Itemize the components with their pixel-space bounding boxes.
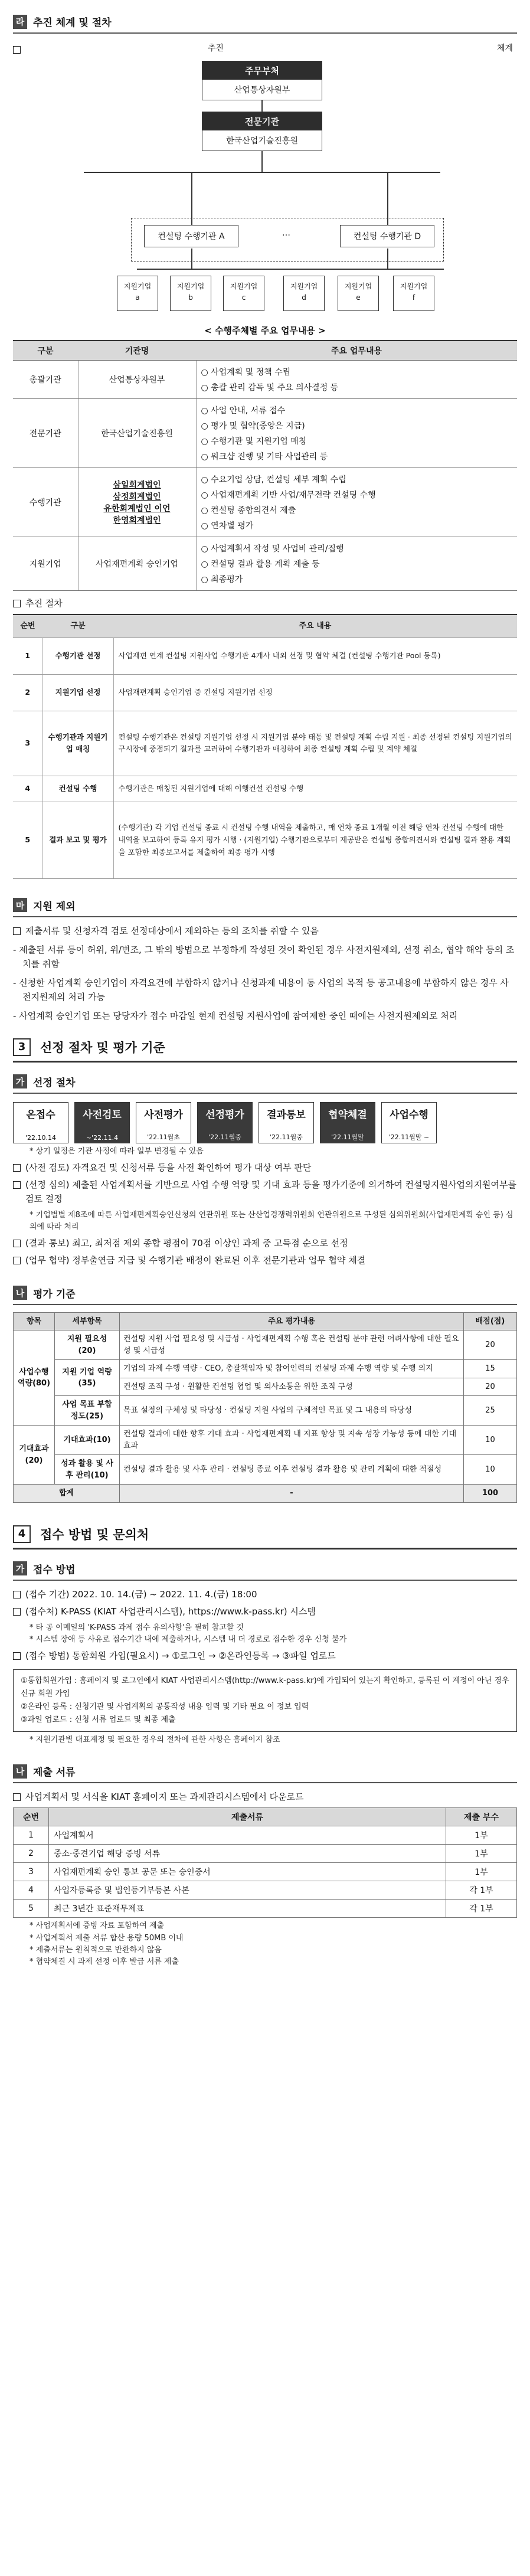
selection-flow xyxy=(13,1102,517,1143)
company-box-a: 지원기업 a xyxy=(117,276,158,311)
application-info-box: ①통합회원가입 : 홈페이지 및 로그인에서 KIAT 사업관리시스템(http://www.k-pass.kr)에 가입되어 있는지 확인하고, 등록된 이 계정이 아닌 경우 신규 회원 가입 ②온라인 등록 : 신청기관 및 사업계획의 공통작성 내용 입력 및 기타 필요 이 정보 입력 ③파일 업로드 : 신청 서류 업로드 및 최종 제출 xyxy=(13,1669,517,1732)
company-box-f: 지원기업 f xyxy=(393,276,434,311)
table-header: 기관명 xyxy=(78,341,196,361)
agency-head: 전문기관 xyxy=(202,112,322,130)
chapter-title: 선정 절차 및 평가 기준 xyxy=(40,1040,165,1055)
table-row: 1 사업계획서 1부 xyxy=(14,1826,517,1845)
connector xyxy=(387,172,388,225)
table-row: 전문기관 한국산업기술진흥원 ○ 사업 안내, 서류 접수 ○ 평가 및 협약(중앙은 지급) ○ 수행기관 및 지원기업 매칭 ○ 워크샵 진행 및 기타 사업관리 등 xyxy=(13,399,517,468)
table-row: 사업수행역량(80) 지원 필요성(20) 컨설팅 지원 사업 필요성 및 시급성 · 사업재편계획 수행 혹은 컨설팅 분야 관련 어려사항에 대한 필요성 및 시급성 20 xyxy=(14,1331,517,1360)
section-title: 지원 제외 xyxy=(33,900,76,913)
flow-step: 사업수행 '22.11월말 ~ xyxy=(381,1102,437,1143)
connector xyxy=(137,269,444,270)
documents-lead: 사업계획서 및 서식을 KIAT 홈페이지 또는 과제관리시스템에서 다운로드 xyxy=(13,1790,517,1804)
org-ellipsis: … xyxy=(282,228,290,238)
procedure-note: * 기업별별 제8조에 따른 사업재편계획승인신청의 연관위원 또는 산산업경쟁력위원회 연관위원으로 구성된 심의위원회(사업재편계획 승인 등) 심의에 따라 처리 xyxy=(30,1210,513,1231)
application-channel: (접수처) K-PASS (KIAT 사업관리시스템), https://www.k-pass.kr) 시스템 xyxy=(13,1605,517,1619)
chapter-header-selection xyxy=(13,1034,517,1063)
chapter-number: 4 xyxy=(13,1525,31,1543)
roles-table xyxy=(13,340,517,591)
section-tag: 라 xyxy=(13,15,27,29)
table-row: 총괄기관 산업통상자원부 ○ 사업계획 및 정책 수립 ○ 총괄 관리 감독 및 주요 의사결정 등 xyxy=(13,361,517,399)
table-row: 4 컨설팅 수행 수행기관은 매칭된 지원기업에 대해 이행컨설 컨설팅 수행 xyxy=(13,776,517,802)
application-period: (접수 기간) 2022. 10. 14.(금) ~ 2022. 11. 4.(금) 18:00 xyxy=(13,1588,517,1601)
table-row: 사업 목표 부합 정도(25) 목표 설정의 구체성 및 타당성 · 컨설팅 지원 사업의 구체적인 목표 및 그 내용의 타당성 25 xyxy=(14,1396,517,1426)
total-row: 합계 - 100 xyxy=(14,1485,517,1503)
evaluation-table: 항목 세부항목 주요 평가내용 배점(점) 사업수행역량(80) 지원 필요성(20) 컨설팅 지원 사업 필요성 및 시급성 · 사업재편계획 수행 혹은 컨설팅 분야 관련 어려사항에 대한 필요성 및 시급성 20 지원 기업 역량(35) 기업의 과제 수행 역량 · CEO, 총괄책임자 및 참여인력의 컨설팅 과제 수행 역량 및 수행 의지 15 컨설팅 조직 구성 · 원활한 컨설팅 협업 및 의사소통을 위한 조직 구성 20 사업 목표 부합 정도(25) 목표 설정의 구체성 및 타당성 · 컨설팅 지원 사업의 구체적인 목표 및 그 내용의 타당성 25 기대효과(20) 기대효과(10) 컨설팅 결과에 대한 향후 기대 효과 · 사업재편계획 내 지표 향상 및 지속 성장 가능성 등에 대한 기대 효과 10 성과 활용 및 사후 관리(10) 컨설팅 결과 활용 및 사후 관리 · 컨설팅 종료 이후 컨설팅 결과 활용 및 관리 계획에 대한 적절성 10 합계 - 100 xyxy=(13,1312,517,1503)
company-box-c: 지원기업 c xyxy=(223,276,264,311)
table-row: 컨설팅 조직 구성 · 원활한 컨설팅 협업 및 의사소통을 위한 조직 구성 20 xyxy=(14,1378,517,1396)
exclusion-item: - 제출된 서류 등이 허위, 위/변조, 그 밖의 방법으로 부정하게 작성된 것이 확인된 경우 사전지원제외, 선정 취소, 협약 해약 등의 조치를 취함 xyxy=(13,944,515,969)
flow-step: 결과통보 '22.11월중 xyxy=(259,1102,314,1143)
flow-note: * 상기 일정은 기관 사정에 따라 일부 변경될 수 있음 xyxy=(30,1146,204,1156)
agency-name: 한국산업기술진흥원 xyxy=(226,136,298,146)
flow-step: 온접수 '22.10.14 xyxy=(13,1102,68,1143)
table-row: 1 수행기관 선정 사업재편 연계 컨설팅 지원사업 수행기관 4개사 내외 선정 및 협약 체결 (컨설팅 수행기관 Pool 등록) xyxy=(13,638,517,674)
table-row: 지원기업 사업재편계획 승인기업 ○ 사업계획서 작성 및 사업비 관리/집행 ○ 컨설팅 결과 활용 계획 제출 등 ○ 최종평가 xyxy=(13,537,517,591)
procedure-para: (선정 심의) 제출된 사업계획서를 기반으로 사업 수행 역량 및 기대 효과 등을 평가기준에 의거하여 컨설팅지원사업의지원여부를 검토 결정 xyxy=(13,1178,517,1206)
flow-step: 협약체결 '22.11월말 xyxy=(320,1102,375,1143)
section-header-procedure: 가 선정 절차 xyxy=(13,1071,517,1094)
flow-step: 사전평가 '22.11월초 xyxy=(136,1102,191,1143)
table-row: 기대효과(20) 기대효과(10) 컨설팅 결과에 대한 향후 기대 효과 · 사업재편계획 내 지표 향상 및 지속 성장 가능성 등에 대한 기대 효과 10 xyxy=(14,1426,517,1455)
exclusion-lead: 제출서류 및 신청자격 검토 선정대상에서 제외하는 등의 조치를 취할 수 있음 xyxy=(13,924,517,938)
table-row: 2 지원기업 선정 사업재편계획 승인기업 중 컨설팅 지원기업 선정 xyxy=(13,674,517,711)
company-box-b: 지원기업 b xyxy=(170,276,211,311)
checkbox-icon xyxy=(13,600,21,607)
table-row: 3 사업재편계획 승인 통보 공문 또는 승인증서 1부 xyxy=(14,1863,517,1881)
agency-box xyxy=(202,112,322,151)
table-header: 구분 xyxy=(13,341,78,361)
table-header: 주요 업무내용 xyxy=(196,341,517,361)
ministry-name: 산업통상자원부 xyxy=(234,86,290,95)
exclusion-item: - 신청한 사업계획 승인기업이 자격요건에 부합하지 않거나 신청과제 내용이 동 사업의 목적 등 공고내용에 부합하지 않은 경우 사전지원제외 처리 가능 xyxy=(13,977,509,1002)
steps-table: 순번 구분 주요 내용 1 수행기관 선정 사업재편 연계 컨설팅 지원사업 수행기관 4개사 내외 선정 및 협약 체결 (컨설팅 수행기관 Pool 등록) 2 지원기업 선정 사업재편계획 승인기업 중 컨설팅 지원기업 선정 3 수행기관과 지원기업 매칭 컨설팅 수행기관은 컨설팅 지원기업 선정 시 지원기업 분야 태동 및 컨설팅 계획 수립 지원 · 최종 선정된 컨설팅 지원기업의 구시장에 중점되기 결과를 고려하여 수행기관과 매칭하여 최종 컨설팅 계획 수립 및 계약 체결 4 컨설팅 수행 수행기관은 매칭된 지원기업에 대해 이행컨설 컨설팅 수행 5 결과 보고 및 평가 (수행기관) 각 기업 컨설팅 종료 시 컨설팅 수행 내역을 제출하고, 매 연차 종료 1개월 이전 해당 연차 컨설팅 수행에 대한 내역을 보고하여 등록 유지 평가 시행 · (지원기업) 수행기관으로부터 제공받은 컨설팅 종합의견서와 컨설팅 결과 활용 계획을 포함한 최종보고서를 제출하여 최종 평가 시행 xyxy=(13,614,517,878)
table-row: 4 사업자등록증 및 법인등기부등본 사본 각 1부 xyxy=(14,1881,517,1900)
flow-step: 선정평가 '22.11월중 xyxy=(197,1102,253,1143)
section-title: 추진 체계 및 절차 xyxy=(33,17,112,29)
company-box-d: 지원기업 d xyxy=(283,276,325,311)
exclusion-item: - 사업계획 승인기업 또는 당당자가 접수 마감일 현재 컨설팅 지원사업에 참여제한 중인 때에는 사전지원제외로 처리 xyxy=(13,1010,458,1021)
procedure-para: (사전 검토) 자격요건 및 신청서류 등을 사전 확인하여 평가 대상 여부 판단 xyxy=(13,1161,517,1175)
connector xyxy=(191,172,192,225)
section-header-method: 가 접수 방법 xyxy=(13,1558,517,1581)
application-flow: (접수 방법) 통합회원 가입(필요시) → ①로그인 → ②온라인등록 → ③파일 업로드 xyxy=(13,1649,517,1663)
flow-step: 사전검토 ~'22.11.4 xyxy=(74,1102,130,1143)
consultant-d-box: 컨설팅 수행기관 D xyxy=(340,225,434,247)
org-left-label: 추진 xyxy=(208,44,224,53)
roles-caption: < 수행주체별 주요 업무내용 > xyxy=(204,325,326,336)
table-row: 수행기관 삼일회계법인 삼정회계법인 유한회계법인 이언 한영회계법인 ○ 수요기업 상담, 컨설팅 세부 계획 수립 ○ 사업재편계획 기반 사업/재무전략 컨설팅 수행 ○ 컨설팅 종합의견서 제출 ○ 연차별 평가 xyxy=(13,468,517,537)
table-row: 지원 기업 역량(35) 기업의 과제 수행 역량 · CEO, 총괄책임자 및 참여인력의 컨설팅 과제 수행 역량 및 수행 의지 15 xyxy=(14,1360,517,1378)
procedure-para: (업무 협약) 정부출연금 지급 및 수행기관 배정이 완료된 이후 전문기관과 업무 협약 체결 xyxy=(13,1254,517,1267)
checkbox-icon xyxy=(13,927,21,935)
org-right-label: 체계 xyxy=(497,44,513,53)
table-row: 성과 활용 및 사후 관리(10) 컨설팅 결과 활용 및 사후 관리 · 컨설팅 종료 이후 컨설팅 결과 활용 및 관리 계획에 대한 적절성 10 xyxy=(14,1455,517,1485)
table-row: 2 중소·중견기업 해당 증빙 서류 1부 xyxy=(14,1845,517,1863)
documents-table: 순번 제출서류 제출 부수 1 사업계획서 1부 2 중소·중견기업 해당 증빙 서류 1부 3 사업재편계획 승인 통보 공문 또는 승인증서 1부 4 사업자등록증 및 법인등기부등본 사본 각 1부 5 최근 3년간 표준재무제표 각 1부 xyxy=(13,1807,517,1918)
document-page: 라 추진 체계 및 절차 추진 체계 주무부처 산업통상자원부 전문기관 한국산업기술진흥원 컨설팅 수행기관 A … 컨설팅 수행기관 D 지원기업 a 지원기업 b 지원기업 c 지원기업 d 지원기업 e 지원기업 f < 수행주체별 주요 업무내용 > 구분 기관명 주요 업무내용 총괄기관 산업통상자원부 ○ 사업계획 및 정책 수립 ○ 총괄 관리 감독 및 주요 의사결정 등 전문기관 한국산업기술진흥원 ○ 사업 안내, 서류 접수 ○ 평가 및 협약(중앙은 지급) ○ 수행기관 및 지원기업 매칭 ○ 워크샵 진행 및 기타 사업관리 등 수행기관 삼일회계법인 삼정회계법인 유한회계법인 이언 한영회계법인 ○ 수요기업 상담, 컨설팅 세부 계획 수립 ○ 사업재편계획 기반 사업/재무전략 컨설팅 수행 ○ 컨설팅 종합의견서 제출 ○ 연차별 평가 지원기업 사업재편계획 승인기업 ○ 사업계획서 작성 및 사업비 관리/집행 ○ 컨설팅 결과 활용 계획 제출 등 ○ 최종평가 추진 절차 순번 구분 주요 내용 1 수행기관 선정 사업재편 연계 컨설팅 지원사업 수행기관 4개사 내외 선정 및 협약 체결 (컨설팅 수행기관 Pool 등록) 2 지원기업 선정 사업재편계획 승인기업 중 컨설팅 지원기업 선정 3 수행기관과 지원기업 매칭 컨설팅 수행기관은 컨설팅 지원기업 선정 시 지원기업 분야 태동 및 컨설팅 계획 수립 지원 · 최종 선정된 컨설팅 지원기업의 구시장에 중점되기 결과를 고려하여 수행기관과 매칭하여 최종 컨설팅 계획 수립 및 계약 체결 4 컨설팅 수행 수행기관은 매칭된 지원기업에 대해 이행컨설 컨설팅 수행 5 결과 보고 및 평가 (수행기관) 각 기업 컨설팅 종료 시 컨설팅 수행 내역을 제출하고, 매 연차 종료 1개월 이전 해당 연차 컨설팅 수행에 대한 내역을 보고하여 등록 유지 평가 시행 · (지원기업) 수행기관으로부터 제공받은 컨설팅 종합의견서와 컨설팅 결과 활용 계획을 포함한 최종보고서를 제출하여 최종 평가 시행 마 지원 제외 제출서류 및 신청자격 검토 선정대상에서 제외하는 등의 조치를 취할 수 있음 - 제출된 서류 등이 허위, 위/변조, 그 밖의 방법으로 부정하게 작성된 것이 확인된 경우 사전지원제외, 선정 취소, 협약 해약 등의 조치를 취함 - 신청한 사업계획 승인기업이 자격요건에 부합하지 않거나 신청과제 내용이 동 사업의 목적 등 공고내용에 부합하지 않은 경우 사전지원제외 처리 가능 - 사업계획 승인기업 또는 당당자가 접수 마감일 현재 컨설팅 지원사업에 참여제한 중인 때에는 사전지원제외로 처리 3 선정 절차 및 평가 기준 가 선정 절차 온접수 '22.10.14 사전검토 ~'22.11.4 사전평가 '22.11월초 선정평가 '22.11월중 결과통보 '22.11월중 협약체결 '22.11월말 사업수행 '22.11월말 ~ * 상기 일정은 기관 사정에 따라 일부 변경될 수 있음 (사전 검토) 자격요건 및 신청서류 등을 사전 확인하여 평가 대상 여부 판단 (선정 심의) 제출된 사업계획서를 기반으로 사업 수행 역량 및 기대 효과 등을 평가기준에 의거하여 컨설팅지원사업의지원여부를 검토 결정 * 기업별별 제8조에 따른 사업재편계획승인신청의 연관위원 또는 산산업경쟁력위원회 연관위원으로 구성된 심의위원회(사업재편계획 승인 등) 심의에 따라 처리 (결과 통보) 최고, 최저점 제외 종합 평점이 70점 이상인 과제 중 고득점 순으로 선정 (업무 협약) 정부출연금 지급 및 수행기관 배정이 완료된 이후 전문기관과 업무 협약 체결 나 평가 기준 항목 세부항목 주요 평가내용 배점(점) 사업수행역량(80) 지원 필요성(20) 컨설팅 지원 사업 필요성 및 시급성 · 사업재편계획 수행 혹은 컨설팅 분야 관련 어려사항에 대한 필요성 및 시급성 20 지원 기업 역량(35) 기업의 과제 수행 역량 · CEO, 총괄책임자 및 참여인력의 컨설팅 과제 수행 역량 및 수행 의지 15 컨설팅 조직 구성 · 원활한 컨설팅 협업 및 의사소통을 위한 조직 구성 20 사업 목표 부합 정도(25) 목표 설정의 구체성 및 타당성 · 컨설팅 지원 사업의 구체적인 목표 및 그 내용의 타당성 25 기대효과(20) 기대효과(10) 컨설팅 결과에 대한 향후 기대 효과 · 사업재편계획 내 지표 향상 및 지속 성장 가능성 등에 대한 기대 효과 10 성과 활용 및 사후 관리(10) 컨설팅 결과 활용 및 사후 관리 · 컨설팅 종료 이후 컨설팅 결과 활용 및 관리 계획에 대한 적절성 10 합계 - 100 4 접수 방법 및 문의처 가 접수 방법 (접수 기간) 2022. 10. 14.(금) ~ 2022. 11. 4.(금) 18:00 (접수처) K-PASS (KIAT 사업관리시스템), https://www.k-pass.kr) 시스템 * 타 공 이메일의 'K-PASS 과제 접수 유의사항'을 필히 참고할 것 * 시스템 장애 등 사유로 접수기간 내에 제출하거나, 시스템 내 더 경로로 접수한 경우 신청 불가 (접수 방법) 통합회원 가입(필요시) → ①로그인 → ②온라인등록 → ③파일 업로드 ①통합회원가입 : 홈페이지 및 로그인에서 KIAT 사업관리시스템(http://www.k-pass.kr)에 가입되어 있는지 확인하고, 등록된 이 계정이 아닌 경우 신규 회원 가입 ②온라인 등록 : 신청기관 및 사업계획의 공통작성 내용 입력 및 기타 필요 이 정보 입력 ③파일 업로드 : 신청 서류 업로드 및 최종 제출 * 지원기관별 대표계정 및 필요한 경우의 절차에 관한 사항은 홈페이지 참조 나 제출 서류 사업계획서 및 서식을 KIAT 홈페이지 또는 과제관리시스템에서 다운로드 순번 제출서류 제출 부수 1 사업계획서 1부 2 중소·중견기업 해당 증빙 서류 1부 3 사업재편계획 승인 통보 공문 또는 승인증서 1부 4 사업자등록증 및 법인등기부등본 사본 각 1부 5 최근 3년간 표준재무제표 각 1부 * 사업계획서에 증빙 자료 포함하여 제출 * 사업계획서 제출 서류 합산 용량 50MB 이내 * 제출서류는 원칙적으로 반환하지 않음 * 협약체결 시 과제 선정 이후 발급 서류 제출 xyxy=(0,0,530,1968)
connector xyxy=(191,249,192,269)
table-row: 5 결과 보고 및 평가 (수행기관) 각 기업 컨설팅 종료 시 컨설팅 수행 내역을 제출하고, 매 연차 종료 1개월 이전 해당 연차 컨설팅 수행에 대한 내역을 보고하여 등록 유지 평가 시행 · (지원기업) 수행기관으로부터 제공받은 컨설팅 종합의견서와 컨설팅 결과 활용 계획을 포함한 최종보고서를 제출하여 최종 평가 시행 xyxy=(13,802,517,878)
chapter-header-application xyxy=(13,1521,517,1549)
procedure-para: (결과 통보) 최고, 최저점 제외 종합 평점이 70점 이상인 과제 중 고득점 순으로 선정 xyxy=(13,1237,517,1250)
section-header-exclusion xyxy=(13,894,517,917)
ministry-box xyxy=(202,61,322,100)
connector xyxy=(261,151,263,172)
chapter-number: 3 xyxy=(13,1038,31,1056)
consultant-a-box: 컨설팅 수행기관 A xyxy=(144,225,238,247)
section-header-structure xyxy=(13,11,517,34)
table-row: 5 최근 3년간 표준재무제표 각 1부 xyxy=(14,1900,517,1918)
org-chart xyxy=(13,41,517,318)
checkbox-icon xyxy=(13,46,21,54)
ministry-head: 주무부처 xyxy=(202,61,322,80)
connector xyxy=(387,249,388,269)
chapter-title: 접수 방법 및 문의처 xyxy=(40,1527,149,1542)
section-tag: 마 xyxy=(13,898,27,912)
section-header-criteria: 나 평가 기준 xyxy=(13,1282,517,1305)
table-row: 3 수행기관과 지원기업 매칭 컨설팅 수행기관은 컨설팅 지원기업 선정 시 지원기업 분야 태동 및 컨설팅 계획 수립 지원 · 최종 선정된 컨설팅 지원기업의 구시장에 중점되기 결과를 고려하여 수행기관과 매칭하여 최종 컨설팅 계획 수립 및 계약 체결 xyxy=(13,711,517,776)
section-header-documents: 나 제출 서류 xyxy=(13,1760,517,1783)
steps-label: 추진 절차 xyxy=(13,597,517,610)
company-box-e: 지원기업 e xyxy=(338,276,379,311)
connector xyxy=(261,100,263,112)
